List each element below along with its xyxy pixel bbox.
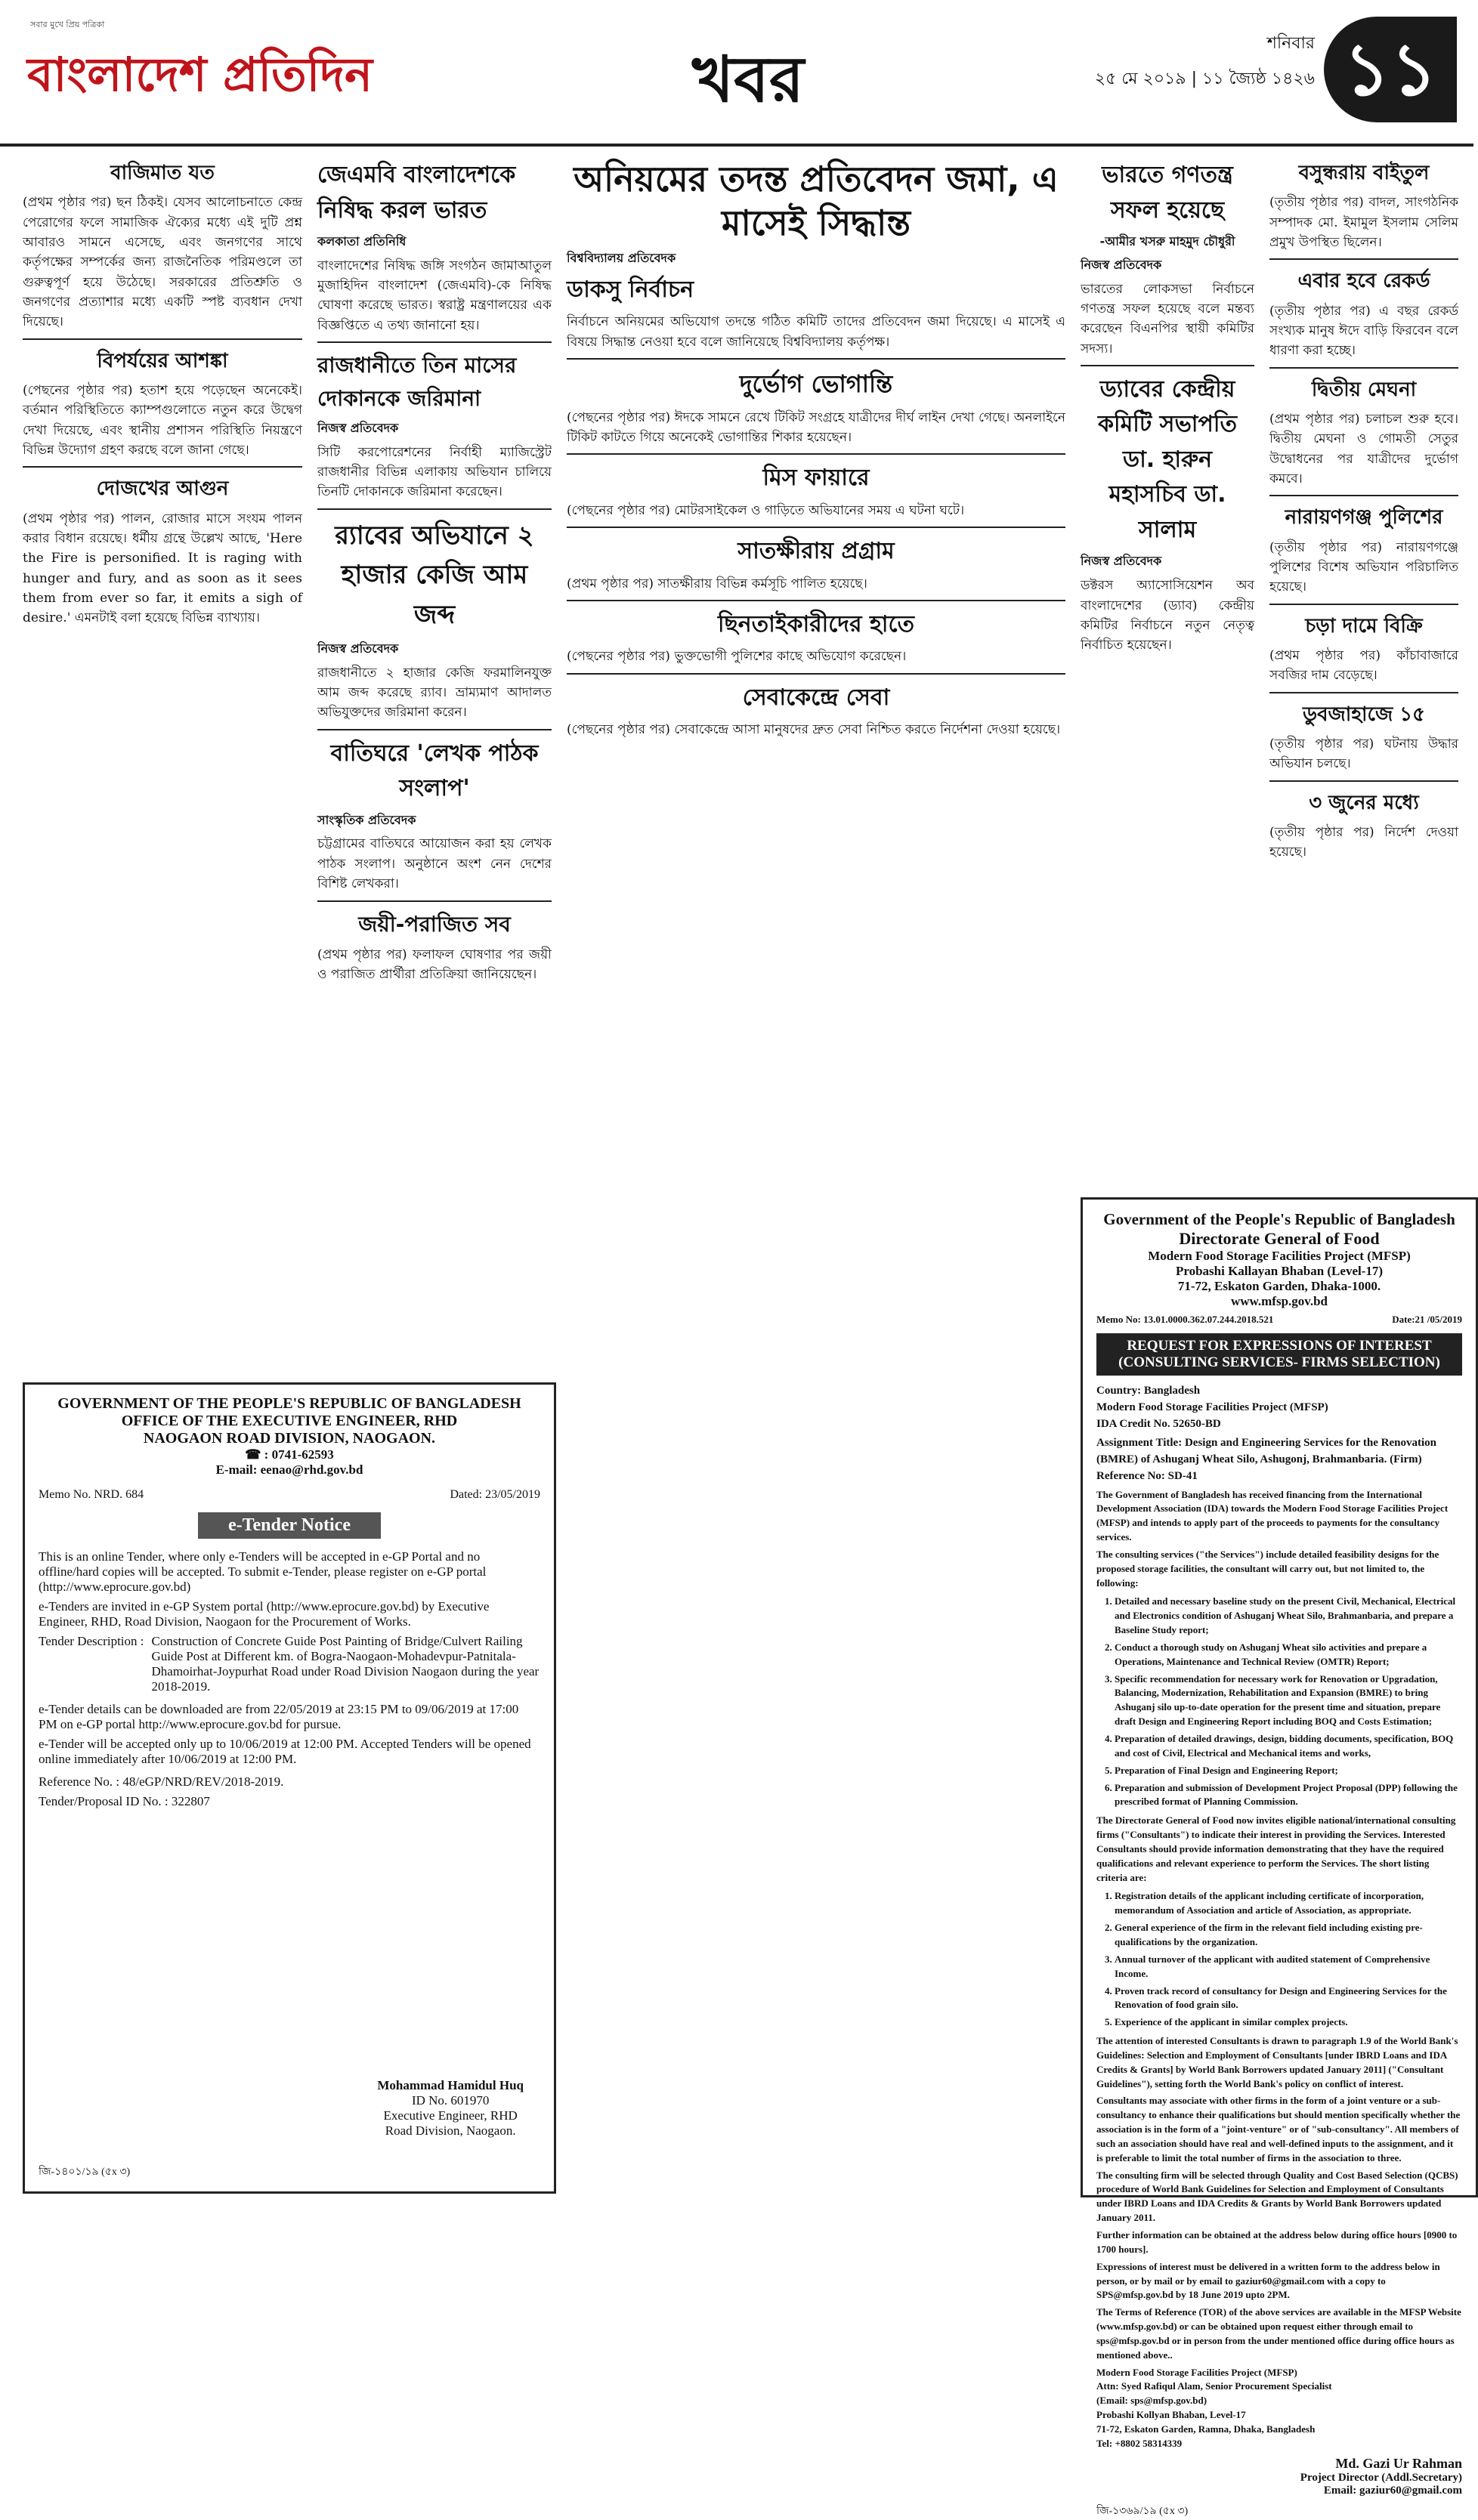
page-number: ১১: [1324, 17, 1457, 122]
column-3: [567, 155, 1065, 2210]
ad-memo-row: [39, 1488, 540, 1502]
ad-line: Modern Food Storage Facilities Project (MFSP): [1148, 1249, 1411, 1263]
headline: দুর্ভোগ ভোগান্তি: [739, 369, 893, 398]
article-text: (তৃতীয় পৃষ্ঠার পর) ঘটনায় উদ্ধার অভিযান চলছে।: [1269, 736, 1458, 772]
signatory-title: Project Director (Addl.Secretary): [1300, 2471, 1462, 2484]
ad-line: Government of the People's Republic of Bangladesh: [1103, 1210, 1455, 1228]
article-text: (তৃতীয় পৃষ্ঠার পর) নির্দেশ দেওয়া হয়েছে।: [1269, 824, 1458, 860]
ad-tender-id: Tender/Proposal ID No. : 322807: [39, 1794, 210, 1808]
ad-code: জি-১৪০১/১৯ (৫x ৩): [39, 2166, 131, 2178]
ad-paragraph: The Terms of Reference (TOR) of the above services are available in the MFSP Website (www.mfsp.gov.bd) or can be obtained upon request either through email to sps@mfsp.gov.bd or in person from the under mentioned office during office hours as mentioned above..: [1096, 2306, 1461, 2361]
ad-credit: IDA Credit No. 52650-BD: [1096, 1417, 1221, 1430]
ad-assignment: Assignment Title: Design and Engineering Services for the Renovation (BMRE) of Ashuganj Wheat Silo, Ashugonj, Brahmanbaria. (Firm): [1096, 1437, 1437, 1465]
ad-criteria-list: [1115, 1889, 1462, 2030]
article-text: ভারতের লোকসভা নির্বাচনে গণতন্ত্র সফল হয়েছে বলে মন্তব্য করেছেন বিএনপির স্থায়ী কমিটির সদস্য।: [1081, 281, 1254, 357]
column-2: [317, 155, 552, 1371]
ad-paragraph: e-Tender will be accepted only up to 10/06/2019 at 12:00 PM. Accepted Tenders will be opened online immediately after 10/06/2019 at 12:00 PM.: [39, 1737, 531, 1766]
ad-paragraph: e-Tenders are invited in e-GP System portal (http://www.eprocure.gov.bd) by Executive Engineer, RHD, Road Division, Naogaon for the Procurement of Works.: [39, 1599, 490, 1629]
ad-rhd-tender: [23, 1382, 556, 2194]
signatory-id: ID No. 601970: [411, 2093, 490, 2108]
list-item: 3. Specific recommendation for necessary work for Renovation or Upgradation, Balancing, Modernization, Rehabilitation and Expansion (BMRE) to bring Ashuganj silo up-to-date operation for the present time and situation, prepare draft Design and Engineering Report including BOQ and Costs Estimation;: [1115, 1672, 1462, 1729]
article-text: (তৃতীয় পৃষ্ঠার পর) বাদল, সাংগঠনিক সম্পাদক মো. ইমামুল ইসলাম সেলিম প্রমুখ উপস্থিত ছিলেন।: [1269, 195, 1458, 250]
address-line: Probashi Kollyan Bhaban, Level-17: [1096, 2409, 1246, 2421]
attribution: -আমীর খসরু মাহমুদ চৌধুরী: [1099, 234, 1235, 249]
ad-paragraph: The consulting firm will be selected through Quality and Cost Based Selection (QCBS) procedure of World Bank Guidelines for Selection and Employment of Consultants under IBRD Loans and IDA Credits & Grants by World Bank Borrowers updated January 2011.: [1096, 2169, 1458, 2224]
list-item: 3. Annual turnover of the applicant with audited statement of Comprehensive Income.: [1115, 1953, 1462, 1981]
ad-website[interactable]: www.mfsp.gov.bd: [1230, 1294, 1328, 1308]
byline: বিশ্ববিদ্যালয় প্রতিবেদক: [567, 251, 676, 265]
ad-email[interactable]: E-mail: eenao@rhd.gov.bd: [215, 1462, 363, 1477]
headline: ড্যাবের কেন্দ্রীয় কমিটি সভাপতি ডা. হারুন মহাসচিব ডা. সালাম: [1098, 375, 1237, 543]
headline: দ্বিতীয় মেঘনা: [1311, 378, 1417, 401]
address-line: 71-72, Eskaton Garden, Ramna, Dhaka, Bangladesh: [1096, 2423, 1316, 2435]
masthead: [0, 0, 1473, 147]
ad-paragraph: Consultants may associate with other firms in the form of a joint venture or a sub-consultancy to enhance their qualifications but should mention specifically whether the association is in the form of a "joint-venture" or of "sub-consultancy". All members of such an association should have real and well-defined inputs to the assignment, and it is preferable to limit the total number of firms in the association to three.: [1096, 2095, 1461, 2163]
article-text: সিটি করপোরেশনের নির্বাহী ম্যাজিস্ট্রেট রাজধানীর বিভিন্ন এলাকায় অভিযান চালিয়ে তিনটি দোকানকে জরিমানা করেছেন।: [317, 444, 552, 500]
headline: বাতিঘরে 'লেখক পাঠক সংলাপ': [330, 740, 539, 802]
newspaper-logo: [27, 14, 373, 127]
headline: জেএমবি বাংলাদেশকে নিষিদ্ধ করল ভারত: [317, 162, 516, 224]
headline: নারায়ণগঞ্জ পুলিশের: [1285, 506, 1443, 530]
headline: চড়া দামে বিক্রি: [1305, 614, 1423, 638]
article-text: ডক্টরস অ্যাসোসিয়েশন অব বাংলাদেশের (ড্যাব) কেন্দ্রীয় কমিটির নির্বাচনে নতুন নেতৃত্ব নির্বাচিত হয়েছেন।: [1081, 578, 1254, 653]
address-line: Tel: +8802 58314339: [1096, 2437, 1183, 2449]
headline: ডুবজাহাজে ১৫: [1302, 703, 1426, 726]
ad-country: Country: Bangladesh: [1096, 1385, 1201, 1397]
list-item: 4. Preparation of detailed drawings, design, bidding documents, specification, BOQ and cost of Civil, Electrical and Mechanical items and works,: [1115, 1732, 1462, 1761]
date-block: [990, 30, 1315, 94]
article-text: (প্রথম পৃষ্ঠার পর) কাঁচাবাজারে সবজির দাম বেড়েছে।: [1269, 647, 1458, 684]
article-text: (প্রথম পৃষ্ঠার পর) চলাচল শুরু হবে। দ্বিতীয় মেঘনা ও গোমতী সেতুর উদ্বোধনের পর যাত্রীদের দুর্ভোগ কমবে।: [1269, 411, 1458, 486]
ad-paragraph: The attention of interested Consultants is drawn to paragraph 1.9 of the World Bank's Guidelines: Selection and Employment of Consultants [under IBRD Loans and IDA Credits & Grants] by World Bank Borrowers updated January 2011] ("Consultant Guidelines"), setting forth the World Bank's policy on conflict of interest.: [1096, 2035, 1458, 2089]
column-5: [1269, 155, 1458, 1182]
article-text: রাজধানীতে ২ হাজার কেজি ফরমালিনযুক্ত আম জব্দ করেছে র‍্যাব। ভ্রাম্যমাণ আদালত অভিযুক্তদের জরিমানা করেন।: [317, 665, 552, 721]
signatory-email[interactable]: Email: gaziur60@gmail.com: [1323, 2484, 1462, 2497]
ad-paragraph: Further information can be obtained at the address below during office hours [0900 to 1700 hours].: [1096, 2229, 1458, 2255]
headline: রাজধানীতে তিন মাসের দোকানকে জরিমানা: [317, 353, 517, 411]
article-text: (প্রথম পৃষ্ঠার পর) সাতক্ষীরায় বিভিন্ন কর্মসূচি পালিত হয়েছে।: [567, 576, 867, 591]
article-text: (প্রথম পৃষ্ঠার পর) ছন ঠিকই। যেসব আলোচনাতে কেন্দ্র পেরোগের ফলে সামাজিক ঐক্যের মধ্যে এই দুটি প্রশ্ন আবারও সামনে এসেছে, এবং জনগণের সাথে কর্তৃপক্ষের সম্পর্কের জন্য রাজনৈতিক পরিমণ্ডলে তা গুরুত্বপূর্ণ হয়ে উঠেছে। সরকারের প্রতিশ্রুতি ও জনগণের প্রত্যাশার মধ্যে একটি স্পষ্ট ব্যবধান দেখা দিয়েছে।: [23, 195, 302, 330]
headline: ছিনতাইকারীদের হাতে: [717, 610, 915, 638]
ad-line: NAOGAON ROAD DIVISION, NAOGAON.: [143, 1430, 436, 1447]
signatory-title: Executive Engineer, RHD: [383, 2108, 518, 2123]
headline: সাতক্ষীরায় প্রগ্রাম: [737, 538, 895, 565]
ad-paragraph: This is an online Tender, where only e-Tenders will be accepted in e-GP Portal and no offline/hard copies will be accepted. To submit e-Tender, please register on e-GP portal (http://www.eprocure.gov.bd): [39, 1549, 487, 1594]
ad-signature: [377, 2078, 524, 2139]
article-text: নির্বাচনে অনিয়মের অভিযোগ তদন্তে গঠিত কমিটি তাদের প্রতিবেদন জমা দিয়েছে। এ মাসেই এ বিষয়ে সিদ্ধান্ত নেওয়া হবে বলে জানিয়েছে বিশ্ববিদ্যালয় কর্তৃপক্ষ।: [567, 314, 1065, 350]
article-text: (প্রথম পৃষ্ঠার পর) পালন, রোজার মাসে সংযম পালন করার বিধান রয়েছে। ধর্মীয় গ্রন্থে উল্লেখ আছে, 'Here the Fire is personified. It is raging with hunger and fury, and as soon as it sees them from ever so far, it emits a sigh of desire.' এমনটাই বলা হয়েছে বিভিন্ন ব্যাখ্যায়।: [23, 511, 302, 626]
ad-phone: ☎ : 0741-62593: [245, 1447, 334, 1462]
memo-date: Date:21 /05/2019: [1392, 1314, 1462, 1325]
signatory-name: Mohammad Hamidul Huq: [377, 2078, 524, 2092]
byline: সাংস্কৃতিক প্রতিবেদক: [317, 812, 416, 827]
list-item: 5. Preparation of Final Design and Engineering Report;: [1115, 1764, 1462, 1778]
memo-number: Memo No: 13.01.0000.362.07.244.2018.521: [1096, 1314, 1274, 1325]
headline: দোজখের আগুন: [96, 477, 229, 501]
article-text: (প্রথম পৃষ্ঠার পর) ফলাফল ঘোষণার পর জয়ী ও পরাজিত প্রার্থীরা প্রতিক্রিয়া জানিয়েছেন।: [317, 947, 552, 983]
list-item: 6. Preparation and submission of Development Project Proposal (DPP) following the prescribed format of Planning Commission.: [1115, 1781, 1462, 1810]
article-text: (পেছনের পৃষ্ঠার পর) সেবাকেন্দ্রে আসা মানুষদের দ্রুত সেবা নিশ্চিত করতে নির্দেশনা দেওয়া হয়েছে।: [567, 722, 1061, 738]
issue-date: ২৫ মে ২০১৯ | ১১ জ্যৈষ্ঠ ১৪২৬: [1094, 69, 1315, 88]
ad-paragraph: e-Tender details can be downloaded are from 22/05/2019 at 23:15 PM to 09/06/2019 at 17:00 PM on e-GP portal http://www.eprocure.gov.bd for pursue.: [39, 1702, 519, 1731]
byline: নিজস্ব প্রতিবেদক: [317, 641, 399, 656]
signatory-office: Road Division, Naogaon.: [385, 2123, 516, 2138]
weekday: শনিবার: [1266, 34, 1315, 53]
headline: এবার হবে রেকর্ড: [1297, 270, 1430, 293]
byline: কলকাতা প্রতিনিধি: [317, 234, 407, 249]
ad-line: Directorate General of Food: [1179, 1229, 1380, 1248]
ad-project: Modern Food Storage Facilities Project (MFSP): [1096, 1401, 1328, 1413]
tender-description-label: Tender Description :: [39, 1634, 144, 1648]
section-title: খবর: [691, 42, 805, 116]
list-item: 1. Registration details of the applicant including certificate of incorporation, memorandum of Association and article of Association, as appropriate.: [1115, 1889, 1462, 1918]
address-line: Modern Food Storage Facilities Project (MFSP): [1096, 2366, 1297, 2378]
address-line: (Email: sps@mfsp.gov.bd): [1096, 2395, 1207, 2407]
ad-address: [1096, 2366, 1462, 2451]
ad-paragraph: The Government of Bangladesh has received financing from the International Development Association (IDA) towards the Modern Food Storage Facilities Project (MFSP) and intends to apply part of the proceeds to payments for the consultancy services.: [1096, 1488, 1449, 1543]
logo-tagline: সবার মুখে প্রিয় পত্রিকা: [30, 20, 105, 29]
list-item: 4. Proven track record of consultancy for Design and Engineering Services for the Renovation of food grain silo.: [1115, 1984, 1462, 2013]
ad-reference: Reference No: SD-41: [1096, 1469, 1198, 1482]
tender-description: [39, 1634, 540, 1694]
logo-name: বাংলাদেশ প্রতিদিন: [27, 47, 373, 102]
article-text: (পেছনের পৃষ্ঠার পর) হতাশ হয়ে পড়েছেন অনেকেই। বর্তমান পরিস্থিতিতে ক্যাম্পগুলোতে নতুন করে উদ্বেগ দেখা দিয়েছে, এবং স্থানীয় প্রশাসন পরিস্থিতি নিয়ন্ত্রণে বিভিন্ন উদ্যোগ গ্রহণ করছে বলে জানা গেছে।: [23, 383, 302, 459]
article-text: (পেছনের পৃষ্ঠার পর) মোটরসাইকেল ও গাড়িতে অভিযানের সময় এ ঘটনা ঘটে।: [567, 502, 965, 518]
ad-banner: e-Tender Notice: [198, 1512, 381, 1539]
list-item: 2. General experience of the firm in the relevant field including existing pre-qualifications by the organization.: [1115, 1921, 1462, 1950]
ad-line: Probashi Kallayan Bhaban (Level-17): [1175, 1264, 1384, 1278]
address-line: Attn: Syed Rafiqul Alam, Senior Procurement Specialist: [1096, 2380, 1332, 2392]
ad-line: GOVERNMENT OF THE PEOPLE'S REPUBLIC OF BANGLADESH: [57, 1395, 521, 1412]
memo-date: Dated: 23/05/2019: [450, 1488, 540, 1501]
lead-headline: অনিয়মের তদন্ত প্রতিবেদন জমা, এ মাসেই সিদ্ধান্ত: [574, 159, 1059, 243]
headline: ভারতে গণতন্ত্র সফল হয়েছে: [1102, 162, 1233, 224]
column-1: [23, 155, 302, 1371]
ad-reference: Reference No. : 48/eGP/NRD/REV/2018-2019.: [39, 1774, 284, 1789]
byline: নিজস্ব প্রতিবেদক: [1081, 554, 1162, 569]
article-text: (তৃতীয় পৃষ্ঠার পর) নারায়ণগঞ্জে পুলিশের বিশেষ অভিযান পরিচালিত হয়েছে।: [1269, 539, 1458, 595]
signatory-name: Md. Gazi Ur Rahman: [1335, 2455, 1462, 2471]
headline: বাজিমাত যত: [110, 162, 215, 184]
ad-scope-list: [1115, 1595, 1462, 1809]
article-text: বাংলাদেশের নিষিদ্ধ জঙ্গি সংগঠন জামাআতুল মুজাহিদিন বাংলাদেশ (জেএমবি)-কে নিষিদ্ধ ঘোষণা করেছে ভারত। স্বরাষ্ট্র মন্ত্রণালয়ের এক বিজ্ঞপ্তিতে এ তথ্য জানানো হয়।: [317, 258, 552, 333]
ad-line: 71-72, Eskaton Garden, Dhaka-1000.: [1177, 1279, 1381, 1293]
tender-description-text: Construction of Concrete Guide Post Painting of Bridge/Culvert Railing Guide Post at Different km. of Bogra-Naogaon-Mohadevpur-Patnitala-Dhamoirhat-Joypurhat Road under Road Division Naogaon during the year 2018-2019.: [151, 1634, 540, 1694]
headline: র‍্যাবের অভিযানে ২ হাজার কেজি আম জব্দ: [335, 520, 534, 631]
ad-banner: REQUEST FOR EXPRESSIONS OF INTEREST (CONSULTING SERVICES- FIRMS SELECTION): [1096, 1333, 1462, 1376]
list-item: 2. Conduct a thorough study on Ashuganj Wheat silo activities and prepare a Operations, Maintenance and Technical Review (OMTR) Report;: [1115, 1641, 1462, 1669]
memo-number: Memo No. NRD. 684: [39, 1488, 144, 1501]
article-text: (তৃতীয় পৃষ্ঠার পর) এ বছর রেকর্ড সংখ্যক মানুষ ঈদে বাড়ি ফিরবেন বলে ধারণা করা হচ্ছে।: [1269, 303, 1458, 359]
headline: ৩ জুনের মধ্যে: [1309, 791, 1419, 814]
ad-paragraph: Expressions of interest must be delivered in a written form to the address below in person, or by mail or by email to gaziur60@gmail.com with a copy to SPS@mfsp.gov.bd by 18 June 2019 upto 2PM.: [1096, 2260, 1440, 2301]
headline: বসুন্ধরায় বাইতুল: [1298, 162, 1430, 184]
ad-paragraph: The Directorate General of Food now invites eligible national/international consulting firms ("Consultants") to indicate their interest in providing the Services. Interested Consultants should provide information demonstrating that they have the required qualifications and relevant experience to perform the Services. The short listing criteria are:: [1096, 1814, 1456, 1883]
subheadline: ডাকসু নির্বাচন: [567, 276, 694, 303]
article-text: (পেছনের পৃষ্ঠার পর) ঈদকে সামনে রেখে টিকিট সংগ্রহে যাত্রীদের দীর্ঘ লাইন দেখা গেছে। অনলাইনে টিকিট কাটতে গিয়ে অনেকেই ভোগান্তির শিকার হয়েছেন।: [567, 409, 1065, 445]
article-text: (পেছনের পৃষ্ঠার পর) ভুক্তভোগী পুলিশের কাছে অভিযোগ করেছেন।: [567, 649, 907, 665]
column-4: [1081, 155, 1254, 1182]
byline: নিজস্ব প্রতিবেদক: [317, 420, 399, 435]
ad-line: OFFICE OF THE EXECUTIVE ENGINEER, RHD: [121, 1413, 458, 1429]
list-item: 5. Experience of the applicant in similar complex projects.: [1115, 2015, 1462, 2030]
ad-paragraph: The consulting services ("the Services") include detailed feasibility designs for the proposed storage facilities, the consultant will carry out, but not limited to, the following:: [1096, 1548, 1439, 1589]
headline: মিস ফায়ারে: [762, 465, 870, 492]
ad-food-directorate: [1081, 1197, 1478, 2517]
headline: বিপর্যয়ের আশঙ্কা: [97, 349, 228, 372]
headline: জয়ী-পরাজিত সব: [358, 911, 511, 937]
byline: নিজস্ব প্রতিবেদক: [1081, 257, 1162, 272]
ad-code: জি-১৩৬৯/১৯ (৫x ৩): [1096, 2505, 1189, 2517]
ad-memo-row: [1096, 1314, 1462, 1326]
list-item: 1. Detailed and necessary baseline study on the present Civil, Mechanical, Electrical and Electronics condition of Ashuganj Wheat Silo, Brahmanbaria, and prepare a Baseline Study report;: [1115, 1595, 1462, 1638]
article-text: চট্টগ্রামের বাতিঘরে আয়োজন করা হয় লেখক পাঠক সংলাপ। অনুষ্ঠানে অংশ নেন দেশের বিশিষ্ট লেখকরা।: [317, 836, 552, 892]
headline: সেবাকেন্দ্রে সেবা: [742, 684, 890, 711]
